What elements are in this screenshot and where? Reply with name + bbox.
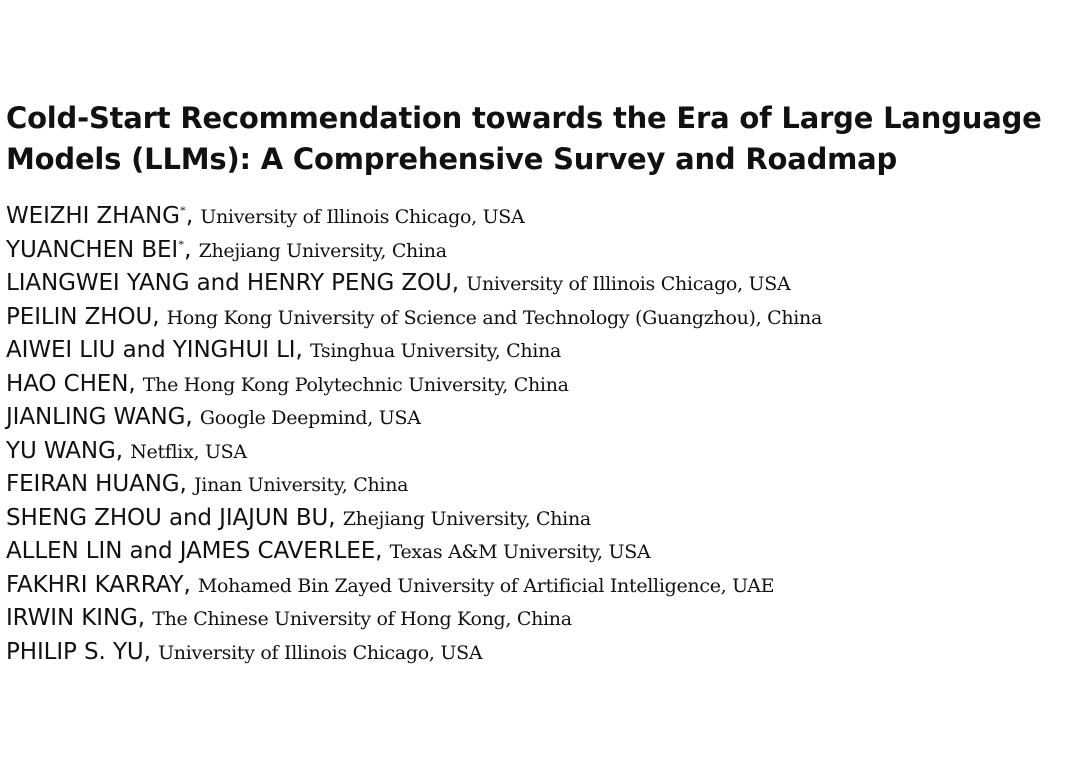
author-affiliation: Zhejiang University, China (198, 239, 447, 262)
author-affiliation: The Chinese University of Hong Kong, China (152, 608, 572, 630)
author-names: AIWEI LIU and YINGHUI LI (6, 337, 296, 363)
author-names: YUANCHEN BEI (6, 236, 179, 263)
separator-comma: , (152, 303, 167, 330)
author-row (6, 636, 1066, 670)
author-row (6, 435, 1066, 469)
author-affiliation: Zhejiang University, China (342, 507, 591, 530)
author-affiliation: Mohamed Bin Zayed University of Artificial Intelligence, UAE (197, 574, 775, 597)
author-names: SHENG ZHOU and JIAJUN BU (6, 504, 329, 531)
author-row (6, 368, 1066, 402)
author-row (6, 200, 1066, 234)
separator-comma: , (185, 404, 200, 430)
separator-comma: , (115, 437, 131, 464)
author-names: HAO CHEN (6, 370, 129, 397)
author-names: PHILIP S. YU (6, 638, 144, 665)
author-row (6, 334, 1066, 368)
author-affiliation: University of Illinois Chicago, USA (466, 273, 791, 295)
author-affiliation: Texas A&M University, USA (389, 541, 651, 563)
title-line-1: Cold-Start Recommendation towards the Era of Large Language (6, 101, 1042, 135)
author-affiliation: Tsinghua University, China (309, 340, 562, 362)
author-row (6, 569, 1066, 603)
equal-contribution-mark: * (179, 203, 186, 217)
author-row (6, 234, 1066, 268)
author-names: ALLEN LIN and JAMES CAVERLEE (6, 538, 376, 564)
separator-comma: , (375, 538, 390, 564)
separator-comma: , (184, 236, 199, 263)
separator-comma: , (137, 605, 153, 631)
author-names: FAKHRI KARRAY (6, 571, 184, 598)
author-affiliation: The Hong Kong Polytechnic University, China (142, 373, 569, 396)
author-affiliation: Netflix, USA (130, 440, 247, 463)
title-line-2: Models (LLMs): A Comprehensive Survey and Roadmap (6, 142, 898, 176)
paper-title (6, 98, 1066, 180)
author-names: YU WANG (6, 437, 116, 464)
author-row (6, 468, 1066, 502)
author-names: IRWIN KING (6, 605, 138, 631)
author-row (6, 267, 1066, 301)
author-row (6, 535, 1066, 569)
separator-comma: , (179, 471, 194, 497)
separator-comma: , (451, 270, 467, 296)
author-names: LIANGWEI YANG and HENRY PENG ZOU (6, 270, 452, 296)
author-row (6, 602, 1066, 636)
paper-header (6, 98, 1066, 669)
author-list (6, 200, 1066, 669)
separator-comma: , (185, 203, 201, 229)
author-names: JIANLING WANG (6, 404, 186, 430)
separator-comma: , (128, 370, 143, 397)
author-names: WEIZHI ZHANG (6, 203, 180, 229)
author-row (6, 502, 1066, 536)
author-row (6, 401, 1066, 435)
author-names: PEILIN ZHOU (6, 303, 153, 330)
author-row (6, 301, 1066, 335)
separator-comma: , (328, 504, 343, 531)
author-affiliation: Google Deepmind, USA (199, 407, 421, 429)
author-affiliation: University of Illinois Chicago, USA (200, 206, 525, 228)
separator-comma: , (183, 571, 198, 598)
equal-contribution-mark: * (178, 236, 185, 251)
author-names: FEIRAN HUANG (6, 471, 180, 497)
author-affiliation: University of Illinois Chicago, USA (158, 641, 483, 664)
separator-comma: , (295, 337, 310, 363)
separator-comma: , (143, 638, 159, 665)
author-affiliation: Jinan University, China (193, 474, 409, 496)
author-affiliation: Hong Kong University of Science and Technology (Guangzhou), China (166, 306, 823, 329)
